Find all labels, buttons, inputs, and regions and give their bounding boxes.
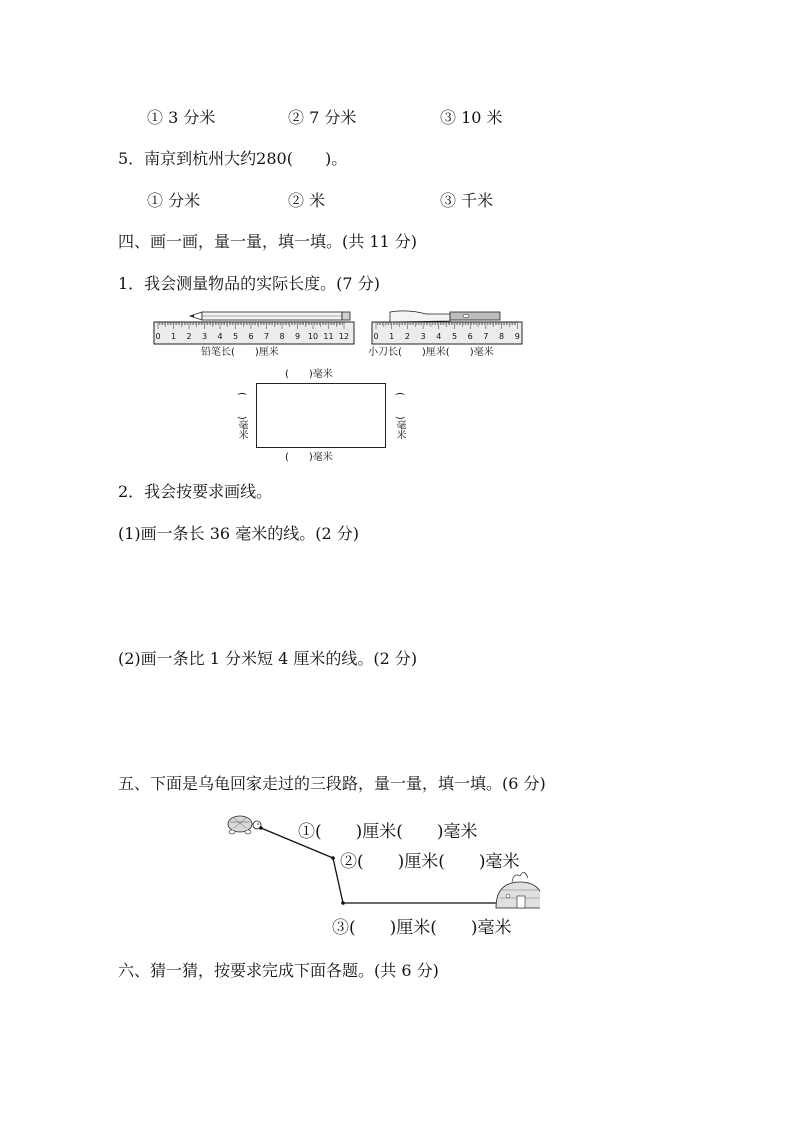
segment-3-label: ③( )厘米( )毫米 xyxy=(332,918,512,938)
ruler-tick-label: 5 xyxy=(232,332,239,341)
ruler-tick-label: 5 xyxy=(451,332,458,341)
section6-title: 六、猜一猜，按要求完成下面各题。(共 6 分) xyxy=(118,961,439,980)
ruler-tick-label: 0 xyxy=(155,332,161,341)
q5-option-3: ③ 千米 xyxy=(440,191,494,210)
ruler-tick-label: 6 xyxy=(467,332,473,341)
ruler-tick-label: 3 xyxy=(201,332,208,341)
section4-q1-title: 1．我会测量物品的实际长度。(7 分) xyxy=(118,274,380,293)
section4-q2-sub2: (2)画一条比 1 分米短 4 厘米的线。(2 分) xyxy=(118,649,418,668)
ruler-tick-label: 0 xyxy=(373,332,379,341)
q5-option-2: ② 米 xyxy=(288,191,326,210)
pencil-icon xyxy=(190,312,350,320)
ruler-tick-label: 11 xyxy=(323,332,334,341)
house-icon xyxy=(496,872,540,908)
section4-q2-title: 2．我会按要求画线。 xyxy=(118,482,273,501)
ruler-tick-label: 8 xyxy=(279,332,285,341)
knife-icon xyxy=(390,311,500,322)
q4-option-3: ③ 10 米 xyxy=(440,108,503,127)
section5-title: 五、下面是乌龟回家走过的三段路，量一量，填一填。(6 分) xyxy=(118,774,546,793)
q5-question: 5．南京到杭州大约280( )。 xyxy=(118,149,348,168)
segment-1-label: ①( )厘米( )毫米 xyxy=(298,822,478,842)
ruler-tick-label: 4 xyxy=(436,332,442,341)
ruler-tick-label: 1 xyxy=(170,332,177,341)
pencil-length-label: 铅笔长( )厘米 xyxy=(201,347,279,358)
rect-top-label: ( )毫米 xyxy=(285,369,333,380)
ruler-tick-label: 4 xyxy=(217,332,223,341)
q5-option-1: ① 分米 xyxy=(147,191,201,210)
measure-rectangle xyxy=(256,383,386,448)
ruler-tick-label: 12 xyxy=(338,332,350,341)
section4-q2-sub1: (1)画一条长 36 毫米的线。(2 分) xyxy=(118,524,359,543)
knife-on-ruler-figure xyxy=(368,308,528,348)
pencil-on-ruler-figure xyxy=(150,308,360,348)
ruler-tick-label: 7 xyxy=(263,332,270,341)
ruler-tick-label: 9 xyxy=(294,332,301,341)
knife-length-label: 小刀长( )厘米( )毫米 xyxy=(368,347,494,358)
ruler-tick-label: 2 xyxy=(404,332,410,341)
ruler-tick-label: 9 xyxy=(514,332,520,341)
ruler-tick-label: 1 xyxy=(389,332,395,341)
q4-option-1: ① 3 分米 xyxy=(147,108,216,127)
ruler-tick-label: 10 xyxy=(307,332,319,341)
q4-option-2: ② 7 分米 xyxy=(288,108,357,127)
ruler-tick-label: 3 xyxy=(420,332,426,341)
section4-title: 四、画一画，量一量，填一填。(共 11 分) xyxy=(118,232,418,251)
rect-right-label: ( )毫米 xyxy=(394,392,405,440)
ruler-tick-label: 2 xyxy=(186,332,192,341)
rect-left-label: ( )毫米 xyxy=(236,392,247,440)
ruler-tick-label: 8 xyxy=(499,332,505,341)
segment-2-label: ②( )厘米( )毫米 xyxy=(340,852,520,872)
ruler-tick-label: 7 xyxy=(483,332,489,341)
turtle-icon xyxy=(228,816,261,834)
rect-bottom-label: ( )毫米 xyxy=(285,452,333,463)
ruler-tick-label: 6 xyxy=(248,332,254,341)
